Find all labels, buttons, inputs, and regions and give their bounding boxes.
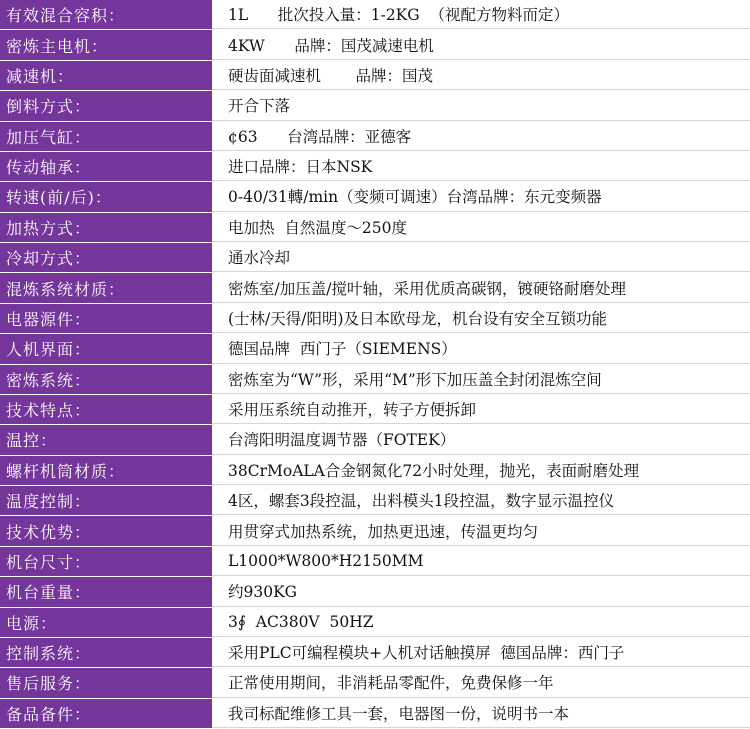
spec-row-discharge-method [0,91,750,121]
spec-label: 电器源件： [0,304,212,333]
spec-label: 技术特点： [0,395,212,424]
spec-row-temperature-control [0,486,750,516]
spec-label: 控制系统： [0,638,212,667]
spec-value: 正常使用期间，非消耗品零配件，免费保修一年 [212,668,750,697]
spec-value: 用贯穿式加热系统，加热更迅速，传温更均匀 [212,516,750,545]
spec-value: 38CrMoALA合金钢氮化72小时处理，抛光，表面耐磨处理 [212,456,750,485]
spec-value: L1000*W800*H2150MM [212,547,750,576]
spec-label: 倒料方式： [0,91,212,120]
spec-label: 传动轴承： [0,152,212,181]
spec-value: ¢63 台湾品牌：亚德客 [212,122,750,151]
spec-row-main-motor [0,30,750,60]
spec-label: 密炼主电机： [0,30,212,59]
spec-label: 技术优势： [0,516,212,545]
spec-value: (士林/天得/阳明)及日本欧母龙，机台设有安全互锁功能 [212,304,750,333]
spec-value: 进口品牌：日本NSK [212,152,750,181]
spec-value: 电加热 自然温度～250度 [212,213,750,242]
spec-label: 人机界面： [0,334,212,363]
spec-row-spare-parts [0,699,750,729]
spec-row-power-supply [0,608,750,638]
spec-value: 0-40/31轉/min（变频可调速）台湾品牌：东元变频器 [212,182,750,211]
spec-label: 混炼系统材质： [0,273,212,302]
spec-row-machine-size [0,547,750,577]
spec-value: 硬齿面减速机 品牌：国茂 [212,61,750,90]
spec-value: 采用PLC可编程模块+人机对话触摸屏 德国品牌：西门子 [212,638,750,667]
spec-value: 约930KG [212,577,750,606]
spec-label: 机台尺寸： [0,547,212,576]
spec-value: 开合下落 [212,91,750,120]
spec-label: 温度控制： [0,486,212,515]
spec-label: 温控： [0,425,212,454]
spec-label: 备品备件： [0,699,212,728]
spec-row-control-system [0,638,750,668]
spec-row-heating-method [0,213,750,243]
spec-value: 德国品牌 西门子（SIEMENS） [212,334,750,363]
spec-value: 台湾阳明温度调节器（FOTEK） [212,425,750,454]
spec-row-bearing [0,152,750,182]
spec-label: 电源： [0,608,212,637]
spec-row-tech-features [0,395,750,425]
spec-value: 1L 批次投入量：1-2KG （视配方物料而定） [212,0,750,29]
spec-label: 冷却方式： [0,243,212,272]
spec-row-pressure-cylinder [0,122,750,152]
spec-row-mixing-volume [0,0,750,30]
spec-label: 减速机： [0,61,212,90]
spec-label: 转速(前/后)： [0,182,212,211]
spec-label: 加压气缸： [0,122,212,151]
spec-row-machine-weight [0,577,750,607]
spec-row-tech-advantages [0,516,750,546]
spec-value: 3∮ AC380V 50HZ [212,608,750,637]
spec-value: 密炼室/加压盖/搅叶轴，采用优质高碳钢，镀硬铬耐磨处理 [212,273,750,302]
spec-label: 机台重量： [0,577,212,606]
spec-row-cooling-method [0,243,750,273]
spec-row-mixing-material [0,273,750,303]
spec-row-after-sales [0,668,750,698]
spec-row-speed [0,182,750,212]
spec-value: 我司标配维修工具一套，电器图一份，说明书一本 [212,699,750,728]
spec-label: 密炼系统： [0,365,212,394]
spec-label: 加热方式： [0,213,212,242]
spec-value: 4KW 品牌：国茂减速电机 [212,30,750,59]
spec-value: 4区，螺套3段控温，出料模头1段控温，数字显示温控仪 [212,486,750,515]
spec-value: 密炼室为“W”形，采用“M”形下加压盖全封闭混炼空间 [212,365,750,394]
spec-row-mixing-system [0,365,750,395]
spec-row-hmi [0,334,750,364]
spec-row-electrical-parts [0,304,750,334]
spec-label: 有效混合容积： [0,0,212,29]
spec-label: 螺杆机筒材质： [0,456,212,485]
spec-value: 采用压系统自动推开，转子方便拆卸 [212,395,750,424]
spec-row-screw-material [0,456,750,486]
spec-label: 售后服务： [0,668,212,697]
spec-value: 通水冷却 [212,243,750,272]
spec-row-temp-control-brand [0,425,750,455]
spec-row-reducer [0,61,750,91]
